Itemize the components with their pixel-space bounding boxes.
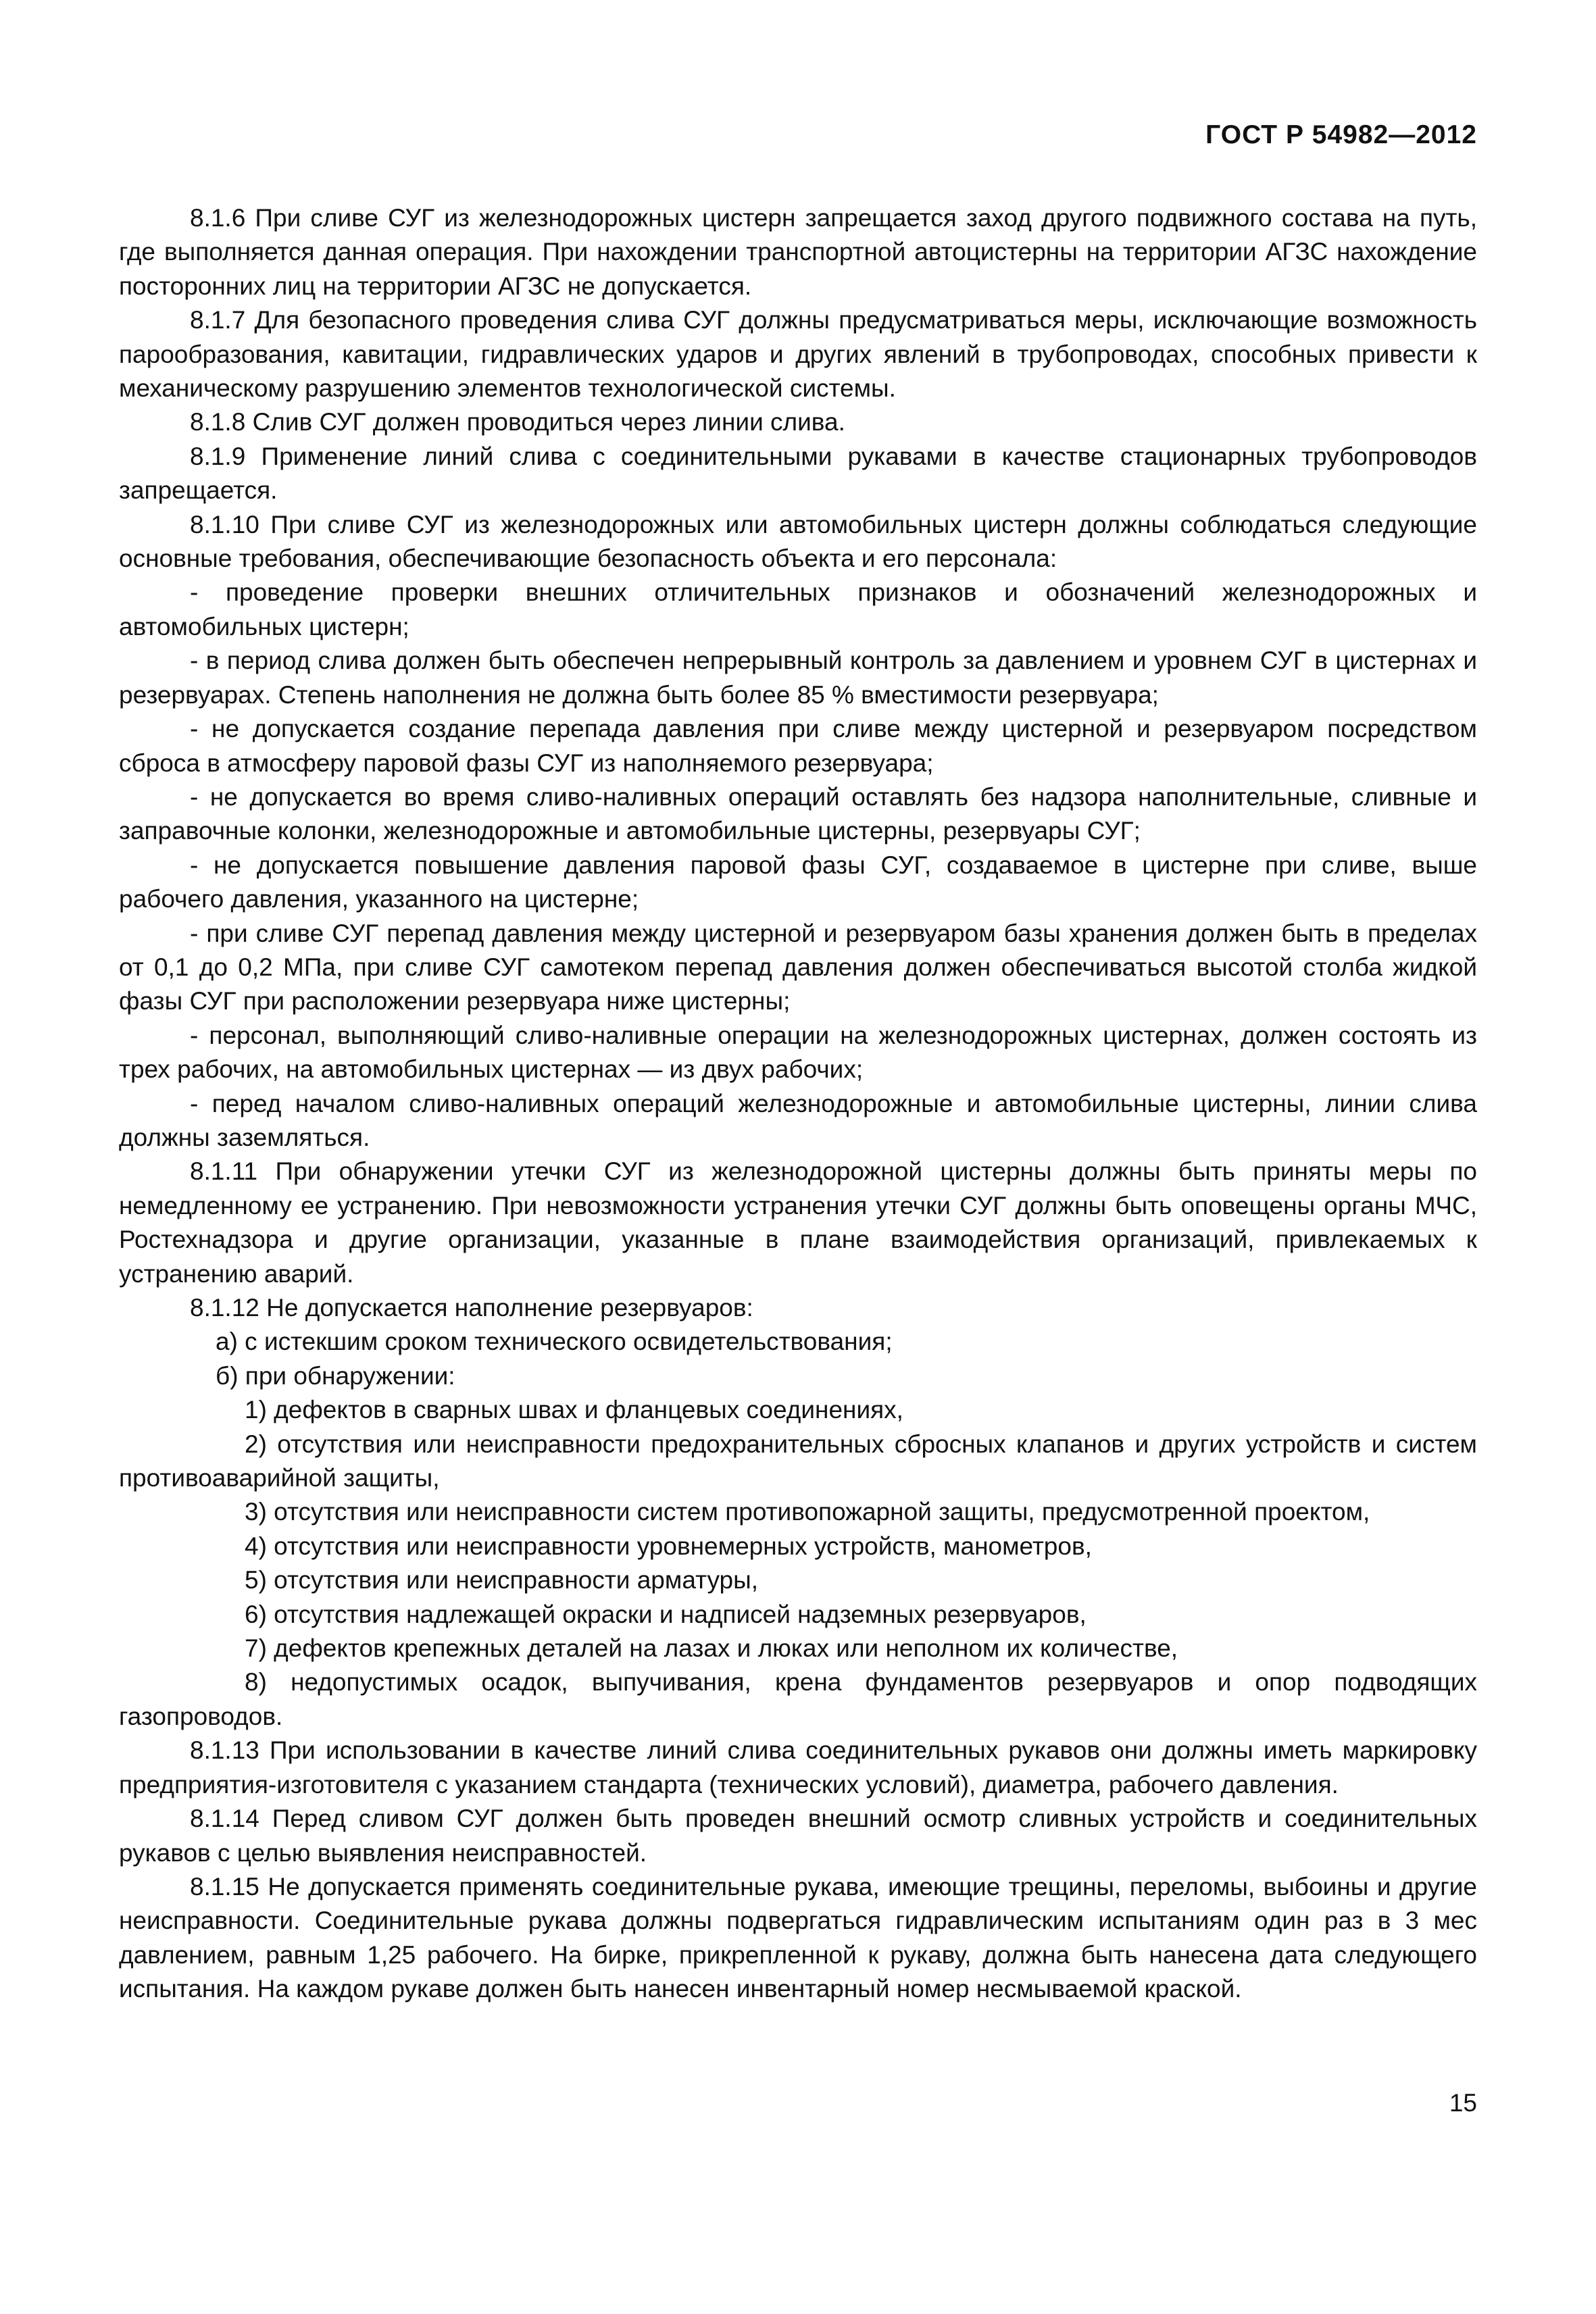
paragraph: 8) недопустимых осадок, выпучивания, крена фундаментов резервуаров и опор подводящих газопроводов. [119,1668,1477,1730]
paragraph: 8.1.11 При обнаружении утечки СУГ из железнодорожной цистерны должны быть приняты меры по немедленному ее устранению. При невозможности устранения утечки СУГ должны быть оповещены органы МЧС, Ростехнадзора и другие организации, указанные в плане взаимодействия организаций, привлекаемых к устранению аварий. [119,1157,1477,1288]
paragraph: - не допускается во время сливо-наливных операций оставлять без надзора наполнительные, сливные и заправочные колонки, железнодорожные и автомобильные цистерны, резервуары СУГ; [119,782,1477,845]
paragraph: - при сливе СУГ перепад давления между цистерной и резервуаром базы хранения должен быть в пределах от 0,1 до 0,2 МПа, при сливе СУГ самотеком перепад давления должен обеспечиваться высотой столба жидкой фазы СУГ при расположении резервуара ниже цистерны; [119,919,1477,1015]
paragraph: б) при обнаружении: [216,1361,455,1390]
paragraph: 8.1.9 Применение линий слива с соединительными рукавами в качестве стационарных трубопроводов запрещается. [119,442,1477,505]
paragraph: - перед началом сливо-наливных операций железнодорожные и автомобильные цистерны, линии слива должны заземляться. [119,1089,1477,1151]
paragraph: 8.1.10 При сливе СУГ из железнодорожных или автомобильных цистерн должны соблюдаться следующие основные требования, обеспечивающие безопасность объекта и его персонала: [119,510,1477,573]
document-body [119,201,1477,2007]
paragraph: - в период слива должен быть обеспечен непрерывный контроль за давлением и уровнем СУГ в цистернах и резервуарах. Степень наполнения не должна быть более 85 % вместимости резервуара; [119,647,1477,709]
paragraph: 2) отсутствия или неисправности предохранительных сбросных клапанов и других устройств и систем противоаварийной защиты, [119,1430,1477,1492]
paragraph: - не допускается создание перепада давления при сливе между цистерной и резервуаром посредством сброса в атмосферу паровой фазы СУГ из наполняемого резервуара; [119,715,1477,777]
paragraph: 8.1.12 Не допускается наполнение резервуаров: [190,1294,753,1322]
paragraph: - не допускается повышение давления паровой фазы СУГ, создаваемое в цистерне при сливе, выше рабочего давления, указанного на цистерне; [119,851,1477,913]
paragraph: 8.1.13 При использовании в качестве линий слива соединительных рукавов они должны иметь маркировку предприятия-изготовителя с указанием стандарта (технических условий), диаметра, рабочего давления. [119,1736,1477,1799]
paragraph: - проведение проверки внешних отличительных признаков и обозначений железнодорожных и автомобильных цистерн; [119,578,1477,640]
paragraph: 8.1.15 Не допускается применять соединительные рукава, имеющие трещины, переломы, выбоины и другие неисправности. Соединительные рукава должны подвергаться гидравлическим испытаниям один раз в 3 мес давлением, равным 1,25 рабочего. На бирке, прикрепленной к рукаву, должна быть нанесена дата следующего испытания. На каждом рукаве должен быть нанесен инвентарный номер несмываемой краской. [119,1872,1477,2003]
paragraph: а) с истекшим сроком технического освидетельствования; [216,1328,893,1356]
page-number: 15 [1449,2089,1477,2117]
paragraph: 1) дефектов в сварных швах и фланцевых соединениях, [245,1396,903,1424]
paragraph: 4) отсутствия или неисправности уровнемерных устройств, манометров, [245,1532,1092,1560]
paragraph: 6) отсутствия надлежащей окраски и надписей надземных резервуаров, [245,1600,1087,1628]
document-id-header: ГОСТ Р 54982—2012 [1205,120,1477,149]
paragraph: - персонал, выполняющий сливо-наливные операции на железнодорожных цистернах, должен состоять из трех рабочих, на автомобильных цистернах — из двух рабочих; [119,1021,1477,1084]
paragraph: 8.1.8 Слив СУГ должен проводиться через линии слива. [190,408,845,436]
paragraph: 8.1.7 Для безопасного проведения слива СУГ должны предусматриваться меры, исключающие возможность парообразования, кавитации, гидравлических ударов и других явлений в трубопроводах, способных привести к механическому разрушению элементов технологической системы. [119,306,1477,403]
paragraph: 7) дефектов крепежных деталей на лазах и люках или неполном их количестве, [245,1634,1178,1663]
paragraph: 5) отсутствия или неисправности арматуры, [245,1566,758,1594]
paragraph: 8.1.14 Перед сливом СУГ должен быть проведен внешний осмотр сливных устройств и соединительных рукавов с целью выявления неисправностей. [119,1805,1477,1867]
paragraph: 3) отсутствия или неисправности систем противопожарной защиты, предусмотренной проектом, [245,1498,1370,1526]
paragraph: 8.1.6 При сливе СУГ из железнодорожных цистерн запрещается заход другого подвижного состава на путь, где выполняется данная операция. При нахождении транспортной автоцистерны на территории АГЗС нахождение посторонних лиц на территории АГЗС не допускается. [119,204,1477,300]
